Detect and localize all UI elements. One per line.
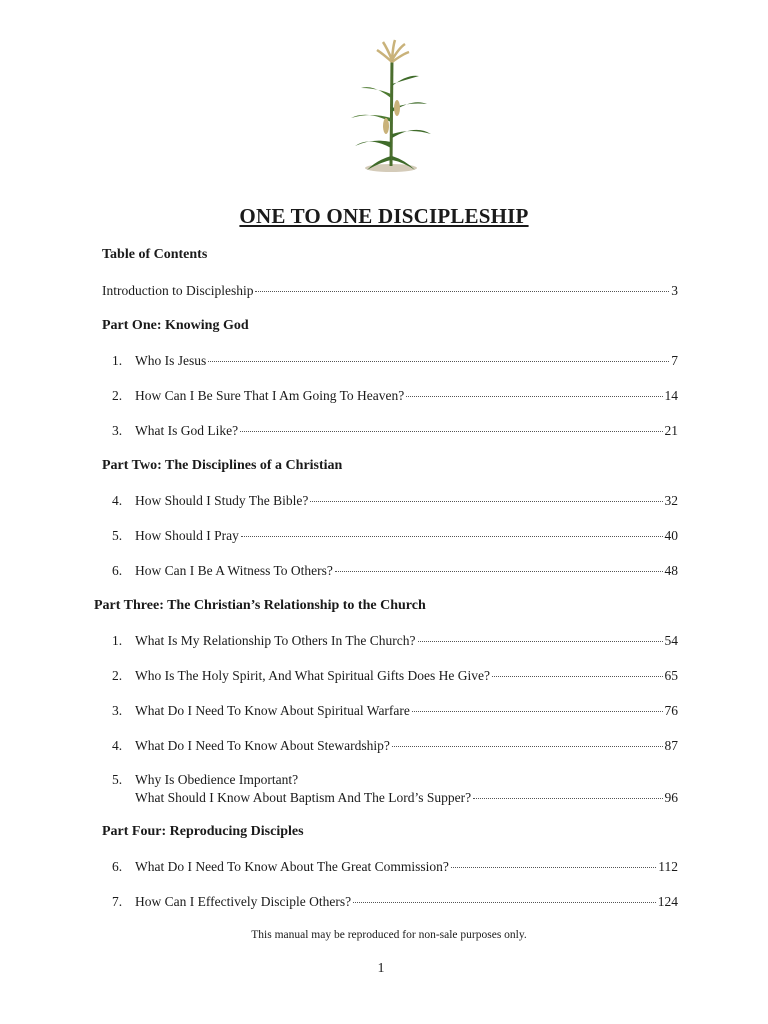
toc-entry-page: 54 xyxy=(664,633,678,648)
toc-entry[interactable] xyxy=(112,388,678,408)
dot-leader xyxy=(492,676,663,677)
toc-entry-number: 2. xyxy=(112,388,123,403)
part-heading: Part Three: The Christian’s Relationship to the Church xyxy=(94,598,426,613)
toc-heading: Table of Contents xyxy=(102,247,208,262)
dot-leader xyxy=(412,711,663,712)
toc-entry-page: 3 xyxy=(671,283,678,298)
toc-entry-page: 7 xyxy=(671,353,678,368)
corn-stalk-illustration xyxy=(343,38,439,174)
toc-entry-title: What Is My Relationship To Others In The Church? xyxy=(135,633,416,648)
toc-entry-title: Introduction to Discipleship xyxy=(102,283,254,298)
toc-entry-title: Who Is The Holy Spirit, And What Spiritual Gifts Does He Give? xyxy=(135,668,490,683)
toc-entry-number: 6. xyxy=(112,859,123,874)
toc-entry-page: 112 xyxy=(658,859,678,874)
dot-leader xyxy=(241,536,663,537)
toc-entry[interactable] xyxy=(112,859,678,879)
toc-entry-page: 40 xyxy=(664,528,678,543)
part-heading: Part One: Knowing God xyxy=(102,318,249,333)
dot-leader xyxy=(451,867,656,868)
toc-entry-number: 3. xyxy=(112,703,123,718)
toc-entry-title: What Do I Need To Know About The Great Commission? xyxy=(135,859,449,874)
toc-entry-title-line2: What Should I Know About Baptism And The Lord’s Supper? xyxy=(135,790,472,805)
dot-leader xyxy=(208,361,669,362)
toc-entry-title: What Do I Need To Know About Stewardship? xyxy=(135,738,390,753)
part-heading: Part Four: Reproducing Disciples xyxy=(102,824,304,839)
toc-entry[interactable] xyxy=(112,772,678,808)
dot-leader xyxy=(418,641,663,642)
toc-entry-page: 32 xyxy=(664,493,678,508)
toc-entry-number: 1. xyxy=(112,633,123,648)
toc-entry-number: 6. xyxy=(112,563,123,578)
toc-entry-title: How Can I Be Sure That I Am Going To Heaven? xyxy=(135,388,405,403)
toc-entry-title: How Should I Pray xyxy=(135,528,239,543)
dot-leader xyxy=(240,431,662,432)
toc-entry[interactable] xyxy=(112,563,678,583)
toc-entry-number: 5. xyxy=(112,772,123,787)
toc-entry[interactable] xyxy=(112,668,678,688)
toc-entry[interactable] xyxy=(112,703,678,723)
dot-leader xyxy=(335,571,663,572)
toc-entry[interactable] xyxy=(112,894,678,914)
toc-entry[interactable] xyxy=(112,353,678,373)
toc-entry-title: How Can I Be A Witness To Others? xyxy=(135,563,333,578)
toc-entry-page: 65 xyxy=(664,668,678,683)
page-number: 1 xyxy=(377,961,385,976)
toc-entry[interactable] xyxy=(112,423,678,443)
dot-leader xyxy=(406,396,662,397)
toc-entry-page: 124 xyxy=(657,894,678,909)
toc-entry[interactable] xyxy=(112,633,678,653)
footer-note: This manual may be reproduced for non-sale purposes only. xyxy=(251,929,527,941)
dot-leader xyxy=(473,798,662,799)
toc-entry-page: 76 xyxy=(664,703,678,718)
toc-entry-number: 5. xyxy=(112,528,123,543)
toc-entry-page: 14 xyxy=(664,388,678,403)
dot-leader xyxy=(353,902,656,903)
toc-entry[interactable] xyxy=(112,493,678,513)
toc-entry-page: 48 xyxy=(664,563,678,578)
toc-entry-introduction[interactable] xyxy=(102,283,678,303)
toc-entry-title: How Should I Study The Bible? xyxy=(135,493,309,508)
toc-entry-number: 1. xyxy=(112,353,123,368)
toc-entry[interactable] xyxy=(112,738,678,758)
toc-entry-title: What Is God Like? xyxy=(135,423,239,438)
toc-entry[interactable] xyxy=(112,528,678,548)
part-heading: Part Two: The Disciplines of a Christian xyxy=(102,458,343,473)
toc-entry-title: Who Is Jesus xyxy=(135,353,207,368)
toc-entry-number: 2. xyxy=(112,668,123,683)
toc-entry-page: 96 xyxy=(664,790,678,805)
document-title: ONE TO ONE DISCIPLESHIP xyxy=(239,204,529,228)
toc-entry-page: 87 xyxy=(664,738,678,753)
dot-leader xyxy=(255,291,669,292)
toc-entry-page: 21 xyxy=(664,423,678,438)
toc-entry-number: 3. xyxy=(112,423,123,438)
dot-leader xyxy=(392,746,663,747)
toc-entry-title: What Do I Need To Know About Spiritual Warfare xyxy=(135,703,410,718)
toc-entry-title: Why Is Obedience Important? xyxy=(135,772,299,787)
toc-entry-number: 7. xyxy=(112,894,123,909)
toc-entry-number: 4. xyxy=(112,493,123,508)
toc-entry-number: 4. xyxy=(112,738,123,753)
dot-leader xyxy=(310,501,662,502)
toc-entry-title: How Can I Effectively Disciple Others? xyxy=(135,894,352,909)
